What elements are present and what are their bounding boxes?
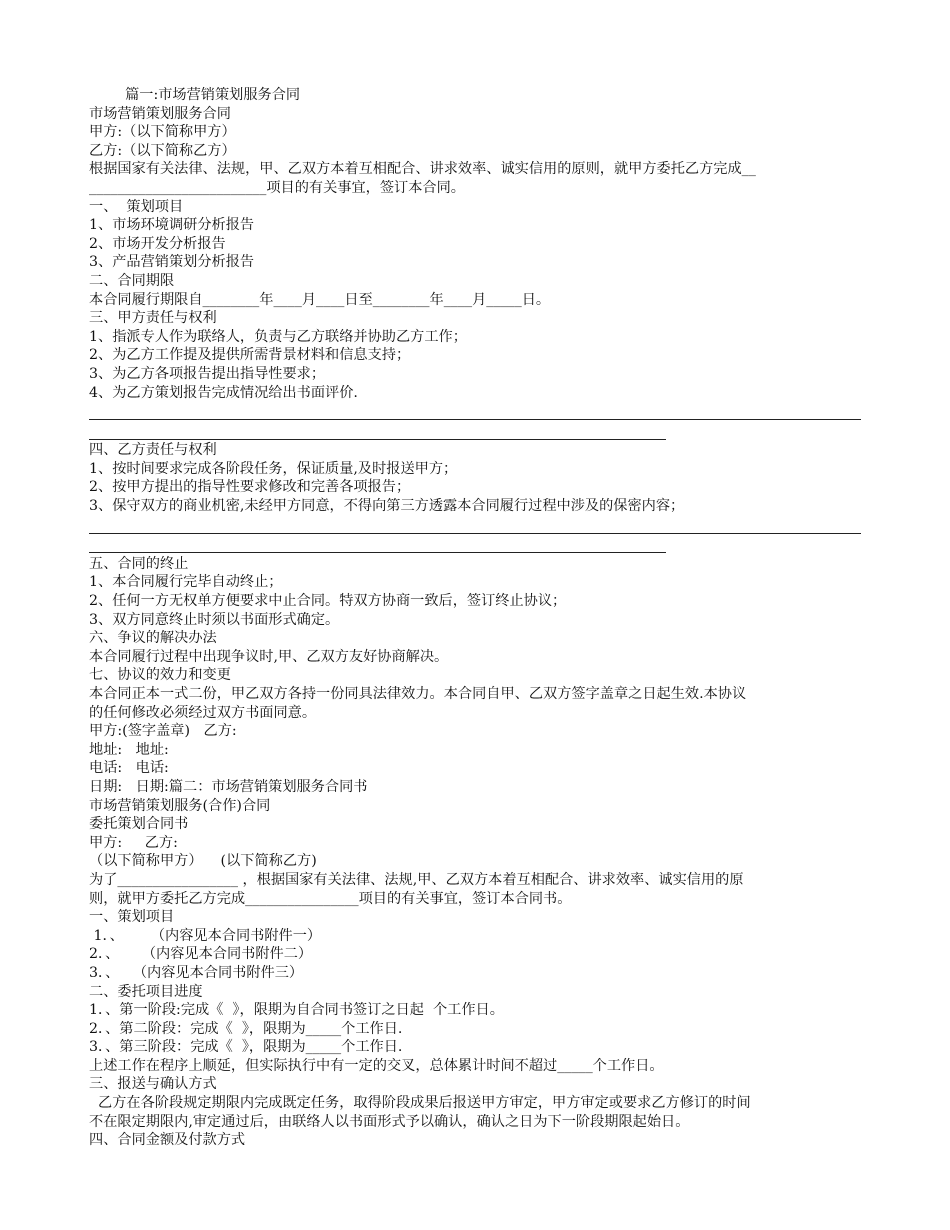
section-heading: 五、合同的终止	[89, 555, 189, 572]
blank-rule	[89, 402, 861, 420]
list-item: 3．、第三阶段：完成《 》，限期为_____个工作日.	[89, 1039, 403, 1056]
parties-line: 甲方: 乙方:	[89, 834, 178, 851]
preamble-line-1: 根据国家有关法律、法规，甲、乙双方本着互相配合、讲求效率、诚实信用的原则，就甲方委托乙方完成__	[89, 161, 756, 178]
blank-rule	[89, 516, 861, 534]
parties-abbrev-line: （以下简称甲方） (以下简称乙方)	[89, 853, 317, 870]
list-item: 1、按时间要求完成各阶段任务，保证质量,及时报送甲方；	[89, 460, 458, 477]
list-item: 2、市场开发分析报告	[89, 235, 226, 252]
list-item: 3．、 （内容见本合同书附件三）	[89, 964, 304, 981]
date-line: 日期: 日期:篇二：市场营销策划服务合同书	[89, 778, 368, 795]
preamble-line-2: _________________________项目的有关事宜，签订本合同。	[89, 179, 465, 196]
section-heading: 二、合同期限	[89, 272, 175, 289]
list-item: 1、本合同履行完毕自动终止；	[89, 574, 283, 591]
signature-line: 甲方:(签字盖章) 乙方:	[89, 723, 237, 740]
list-item: 2．、 （内容见本合同书附件二）	[89, 946, 313, 963]
list-item: 1、市场环境调研分析报告	[89, 217, 255, 234]
list-item: 1．、 （内容见本合同书附件一）	[89, 927, 322, 944]
document-body	[89, 86, 864, 1150]
list-item: 4、为乙方策划报告完成情况给出书面评价.	[89, 384, 358, 401]
list-item: 1．、第一阶段:完成《 》，限期为自合同书签订之日起 个工作日。	[89, 1002, 504, 1019]
contract-title: 市场营销策划服务合同	[89, 105, 231, 122]
section-heading: 一、 策划项目	[89, 198, 184, 215]
contract-title: 市场营销策划服务(合作)合同	[89, 797, 271, 814]
contract-subtitle: 委托策划合同书	[89, 816, 189, 833]
section-heading: 二、委托项目进度	[89, 983, 203, 1000]
list-item: 2、任何一方无权单方便要求中止合同。特双方协商一致后，签订终止协议；	[89, 593, 567, 610]
list-item: 3、为乙方各项报告提出指导性要求；	[89, 365, 326, 382]
section-heading: 七、协议的效力和变更	[89, 667, 231, 684]
address-line: 地址: 地址:	[89, 741, 169, 758]
preamble-line-2: 则，就甲方委托乙方完成________________项目的有关事宜，签订本合同书。	[89, 890, 572, 907]
blank-rule	[89, 535, 666, 553]
list-item: 2、按甲方提出的指导性要求修改和完善各项报告；	[89, 479, 411, 496]
section-heading: 六、争议的解决办法	[89, 630, 217, 647]
section-heading: 四、合同金额及付款方式	[89, 1132, 246, 1149]
section-heading: 四、乙方责任与权利	[89, 442, 217, 459]
blank-rule	[89, 422, 666, 440]
list-item: 3、保守双方的商业机密,未经甲方同意，不得向第三方透露本合同履行过程中涉及的保密内容；	[89, 498, 685, 515]
party-a-line: 甲方:（以下简称甲方）	[89, 124, 236, 141]
section-heading: 一、策划项目	[89, 909, 175, 926]
list-item: 1、指派专人作为联络人，负责与乙方联络并协助乙方工作；	[89, 328, 467, 345]
party-b-line: 乙方:（以下简称乙方）	[89, 142, 236, 159]
paragraph-line: 上述工作在程序上顺延，但实际执行中有一定的交叉，总体累计时间不超过_____个工作日。	[89, 1057, 664, 1074]
paragraph-line: 本合同履行过程中出现争议时,甲、乙双方友好协商解决。	[89, 648, 449, 665]
paragraph-line: 的任何修改必须经过双方书面同意。	[89, 704, 317, 721]
list-item: 3、产品营销策划分析报告	[89, 254, 255, 271]
term-line: 本合同履行期限自________年____月____日至________年____月_____日。	[89, 291, 551, 308]
section-heading: 三、报送与确认方式	[89, 1076, 217, 1093]
phone-line: 电话: 电话:	[89, 760, 169, 777]
list-item: 2、为乙方工作提及提供所需背景材料和信息支持；	[89, 347, 411, 364]
list-item: 2．、第二阶段：完成《 》，限期为_____个工作日.	[89, 1020, 403, 1037]
paragraph-line: 不在限定期限内,审定通过后，由联络人以书面形式予以确认，确认之日为下一阶段期限起始日。	[89, 1113, 690, 1130]
list-item: 3、双方同意终止时须以书面形式确定。	[89, 611, 340, 628]
section-heading: 三、甲方责任与权利	[89, 310, 217, 327]
heading-part-one: 篇一:市场营销策划服务合同	[89, 87, 301, 103]
paragraph-line: 本合同正本一式二份，甲乙双方各持一份同具法律效力。本合同自甲、乙双方签字盖章之日起生效.本协议	[89, 686, 747, 702]
preamble-line-1: 为了_________________ ，根据国家有关法律、法规,甲、乙双方本着互相配合、讲求效率、诚实信用的原	[89, 871, 744, 888]
paragraph-line: 乙方在各阶段规定期限内完成既定任务，取得阶段成果后报送甲方审定，甲方审定或要求乙方修订的时间	[89, 1095, 751, 1112]
